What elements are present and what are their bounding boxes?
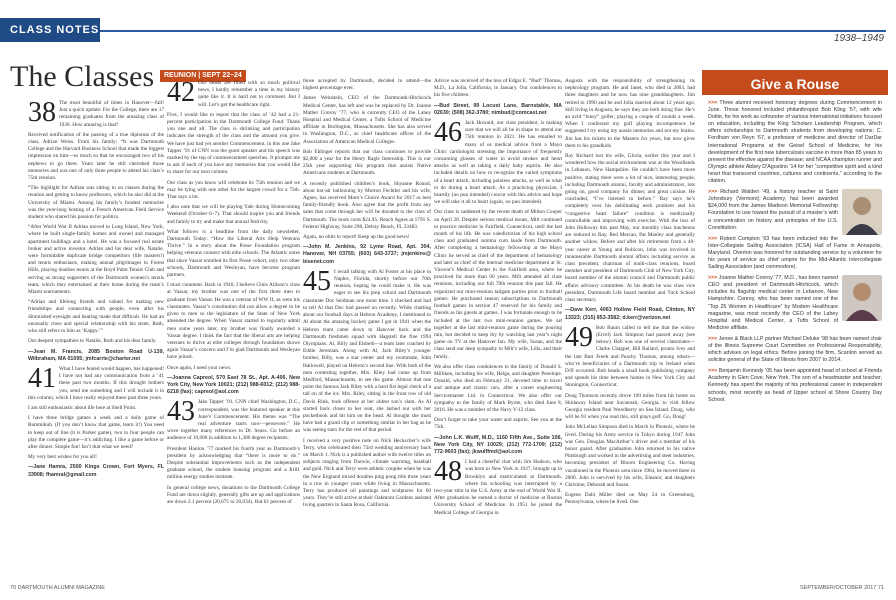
paragraph: “After World War II Adrian moved to Long Island, New York, where he built single-family homes and owned and managed apartment buildings and a hotel. He was a focused real estate broker and active investor. Adrian and his dear wife, Natalie, were formidable duplicate bridge competitors (life masters!) and tennis enthusiasts, making annual pilgrimages to Forest Hills, playing doubles tennis at the Boyd Palm Tennis Club and serving as strong supporters of the Dartmouth women’s tennis team, which they entertained at their home during the team’s Miami tournaments. <box>28 224 164 296</box>
paragraph: “Adrian and lifelong friends and valued for making new friendships and connecting with people, even after his diminished eyesight and hearing made that difficult. He had an unusually close and special relationship with his sister, Ruth, who still refers to him as ‘Kappy.’” <box>28 299 164 335</box>
class-year-49: 49 <box>565 321 593 353</box>
footer-left: 70 DARTMOUTH ALUMNI MAGAZINE <box>10 585 105 591</box>
sidebar-title: Give a Rouse <box>702 73 888 95</box>
paragraph: A recently published children’s book, Shyanne Round, about hot-air ballooning by Morton Fechtler and his wife, Agnes, has received Mom’s Choice Award for 2017 as best family-friendly book. Also agree that the profit from any sales that come through her will be donated to the class of Dartmouth. The book costs $24.95. Reach Agnes at 1791 S. Federal Highway, Suite 298, Delray Beach, FL 33483. <box>303 180 431 230</box>
signature: —Dave Kerr, 4063 Hollow Field Road, Clinton, NY 13323; (315) 853-3582; d.kerr@verizon.net <box>565 307 695 321</box>
sidebar-item: >>> Three alumni received honorary degrees during Commencement in June. Those honored included philanthropist Bob Kling ’57, with wife Dottie, for his work as cofounder of various international initiatives focused on education, including the King Scholars Leadership Program, which offers scholarships to Dartmouth students from developing nations; C. Fordham von Reyn ’67, a professor of medicine and director of DarDar International Programs at the Geisel School of Medicine, for his development of the first new tuberculosis vaccine in more than 85 years to prevent the effective against the disease; and NCAA champion runner and Olympic athlete Abbey D’Agostino ’14 for her “competitive spirit and a kind heart that transcend countries, cultures and continents,” according to the citation. <box>708 100 883 185</box>
class-note-43: 43 Jake Tapper ’91, CNN chief Washington, D.C., correspondent, was the featured speaker at this June’s Commencement. His theme was “The real adventure starts now—persevere.” He wove together many references to Dr. Seuss. Go before an audience of 10,000 in addition to 1,300 degree recipients. <box>167 396 300 442</box>
class-year-46: 46 <box>434 117 462 149</box>
bullet-arrows-icon: >>> <box>708 189 718 196</box>
paragraph: Ray Richard lost his wife, Gloria, earlier this year and I wondered how the social environment was at the Woodlands in Lebanon, New Hampshire. He couldn’t have been more positive, stating there were a lot of nice, interesting people, including Dartmouth alumni, faculty and administrators, lots going on, good company for dinner, and great cuisine. He concluded, “I’ve listened to before.” Ray says he’s completely over his debilitating neck problem and his “congestive heart failure” condition is medicinally controllable and improving with exercise. With the loss of John Holloway this past May, our monthly class luncheons are reduced to Ray, Red Mercan, Pat Manley and generally another widow. Before and after his retirement from a 40-year career at Young and Rubicon, John was involved in innumerable Dartmouth alumni affairs including service as class president, chairman of multi-class reunions, board member and president of Dartmouth Club of New York City, board member of the alumni council and Dartmouth public affairs advisory committee. At his death he was class vice president, Dartmouth Life board member and Tuck School class secretary. <box>565 153 695 304</box>
sidebar-item: >>> Jenee & Black LLP partner Michael Deluke ’98 has been named chair of the Illinois Supreme Court Committee on Professional Responsibility, which advises on legal ethics. Before joining the firm, Scanlon served as solicitor general of the State of Illinois from 2007 to 2014. <box>708 335 882 364</box>
portrait-photo-icon <box>842 189 882 235</box>
paragraph: I must comment. Back in 1940, I believe Ginis Allison’s class at Vassar, my brother was one of the first three men to graduate from Vassar. He was a veteran of WW II, as were his classmates. Vassar’s constitution did not allow a degree to be given to men so the legislature of the State of New York amended the degree. When Vassar started to regularly admit men some years later, my brother was finally awarded a Vassar degree. I think the fact that the liberal arts are helping veterans to thrive at elite colleges through foundation shows again Vassar’s concern and I’m glad Dartmouth and Wesleyan have joined. <box>167 282 300 361</box>
signature: —Jane Hamra, 2500 Kings Crown, Fort Myers, FL 33908; fhamral@gmail.com <box>28 464 164 478</box>
signature: —John M. Jenkins, 92 Lyme Road, Apt. 304, Hanover, NH 03755; (603) 643-3737; jmjenkins@ bisenet.com <box>303 244 431 265</box>
class-note-42: 42 Our heads are filled with so much political news, I hardly remember a time in my history quite like it. It is hard not to comment. But I will. Let’s get the healthcare right. <box>167 80 300 108</box>
paragraph: In general college news, donations to the Dartmouth College Fund are down slightly, generally gifts are up and applications are down 2.1 percent (20,675 to 20,034). But 61 percent of <box>167 484 300 505</box>
paragraph: Don’t forget to take your water and aspirin. See you at the 75th. <box>434 417 562 431</box>
column-3 <box>303 78 431 582</box>
paragraph: What follows is a headline from the daily newsletter, Dartmouth Today: “How the Liberal Arts Help Veterans Thrive.” In a story about the Posse Foundation program helping veterans connect with elite schools. The Atlantic notes that since Vassar enrolled its first Posse cohort, only two other schools, Dartmouth and Wesleyan, have become program partners. <box>167 228 300 279</box>
paragraph: Bob Ehlinger reports that our class continues to provide $2,000 a year for the Henry Ragle Internship. This is our 25th year supporting this program that assists Native Americans students at Dartmouth. <box>303 148 431 177</box>
bullet-arrows-icon: >>> <box>708 335 718 342</box>
sidebar-item: >>> Benjamin Kennedy ’05 has been appointed head of school at Friends Academy in Glen Cove, New York. The son of a headmaster and teacher, Kennedy has spent the majority of his professional career in independent schools, most recently as head of Upper school at Shore Country Day School. <box>708 368 882 403</box>
signature: —John L.K. Wulff, M.D., 1160 Fifth Ave., Suite 106, New York City, NY 10029; (212) 772-1709; (212) 772-9603 (fax); jkwulffmd@aol.com <box>434 434 562 455</box>
paragraph: Again, no obits to report! Keep up the good news! <box>303 234 410 241</box>
paragraph: My very best wishes for you all! <box>28 454 97 461</box>
header-rule <box>100 30 886 32</box>
column-5 <box>565 78 695 582</box>
paragraph: “The highlight for Adrian was sitting in on classes during the reunion and getting to know professors, which he also did at the University of Miami. Among his family’s fondest memories was the year-long hosting of a French American Field Service student who shared his passion for politics. <box>28 185 164 221</box>
give-a-rouse-sidebar <box>702 70 888 585</box>
signature: —Bud Street, 99 Locust Lane, Barnstable, MA 02630; (508) 362-3780; nimbud@comcast.net <box>434 102 562 116</box>
sidebar-item: >>> Joanne Mather Conroy ’77, M.D., has been named CEO and president of Dartmouth-Hitchcock, which includes its flagship medical center in Lebanon, New Hampshire. Conroy, who has been named one of the “Top 25 Women in Healthcare” by Modern Healthcare magazine, was most recently the CEO of the Lahey Hospital and Medical Center, a Tufts School of Medicine affiliate. <box>708 275 882 332</box>
class-year-41: 41 <box>28 362 56 394</box>
column-4 <box>434 78 562 582</box>
paragraph: Received notification of the passing of a true diplomat of the class, Adrian Weiss. From his family: “It was Dartmouth College and the Harvard Business School that made the biggest impression on him—so much so that he encouraged two of his nephews to go there. Years later he still cherished those memories and was one of only three people to attend his class’s 75th reunion. <box>28 131 164 182</box>
class-year-42: 42 <box>167 80 195 108</box>
sidebar-body <box>702 95 888 404</box>
paragraph: John McLellan Simpson died in March in Phoenix, where he lived. During his Army service in Tokyo during 1947 John was Gen. Douglas MacArthur’s driver and a member of his honor guard. After graduation John returned to his native Pittsburgh and worked in the advertising and steel industries, becoming president of Bloom Engineering Co. Having vacationed in the Phoenix area since 1964, he moved there in 2000. John is survived by his wife, Eleanor, and daughters Christine, Deborah and Susan. <box>565 424 695 488</box>
class-note-49: 49 Bob Baum called to tell me that the widow (Ercel) Jack Simpson had passed away (see below). Bob was one of several classmates—Clarke Chappel, Bill Ballard, pronto Ivey and the late Burt Freeh and Peachy Thomas, among others—who’re beneficiaries of a Dartmouth trip to Ireland when D/II occurred. Bob heads a small book publishing company and spends his time between homes in New York City and Stonington, Connecticut. <box>565 321 695 389</box>
sidebar-item: >>> Richard Walden ’49, a history teacher at Saint Johnsbury (Vermont) Academy, has been awarded $24,000 from the James Madison Memorial Fellowship Foundation to use toward the pursuit of a master’s with a concentration on history and principles of the U.S. Constitution. <box>708 189 882 232</box>
signature: —Joanna Capreol, 570 East 78 St., Apt. A-406, New York City, New York 10021; (212) 988-6012; (212) 988-6218 (fax); capreol@aol.com <box>167 374 300 396</box>
bullet-arrows-icon: >>> <box>708 235 718 242</box>
class-note-45: 45 I recall talking with Al Foster at his place in Naples, Florida, shortly before our 70th reunion, hoping he could make it. He was eager to see his prep school and Dartmouth classmate Doc Seidman one more time. I checked and had to tell Al that Doc had passed on recently. While chatting about our football days at Hebron Academy, I mentioned to Al about the amazing hockey game I got in 1941 when the Hebron team came down to Hanover back and the Dartmouth freshmen squad with Hagstell the fine 1994 Olympians. Al, Billy and Elsbeth—a team later coached by Eddie Jeremiah. Along with Al, Jack Riley’s younger brother, Billy, was a star center and my roommate, John Hallowell, played on Hebron’s second line. With both of the men contesting together, Mrs. Riley had come up from Medford, Massachusetts, to see the game. Almost that one point the famous Jack Riley with a hard fist legal check of a tall on of the ice. Mrs. Riley, sitting in the front row of old Davis Rink, took offense at her oldest son’s slam. As Al started back closer to her seat, she lashed out with her pocketbook and hit him on the head. Al thought she must have had a grand clip or something similar in her bag as he was seeing stars for the rest of that period. <box>303 265 431 434</box>
portrait-photo-icon <box>842 275 882 321</box>
class-years: 1938–1949 <box>833 33 884 44</box>
paragraph: President Hanlon ’77 marked his fourth year as Dartmouth’s president by acknowledging that “there is more to do.” Despite substantial improvements such as the independent graduate school, the student housing program and a $181 million energy studies institute. <box>167 445 300 481</box>
class-year-48: 48 <box>434 456 462 488</box>
bullet-arrows-icon: >>> <box>708 275 718 282</box>
class-year-45: 45 <box>303 265 331 297</box>
section-tab: CLASS NOTES <box>0 18 100 42</box>
paragraph: Our deepest sympathies to Natalie, Ruth and his dear family. <box>28 338 157 345</box>
paragraph: those accepted by Dartmouth, decided to attend—the highest percentage ever. <box>303 78 431 92</box>
paragraph: Our class as you know will celebrate its 75th reunion and we may be tying with one other for the largest crowd for a 75th. That says a lot. <box>167 179 300 201</box>
paragraph: James Weinstein, CEO of the Dartmouth-Hitchcock Medical Center, has left and was be replaced by Dr. Joanne Mather Conroy ’77, who is currently CEO of the Lahey Hospital and Medical Center, a Tufts School of Medicine affiliate in Burlington, Massachusetts. She has also served in Washington, D.C., as chief healthcare officer of the Association of American Medical Colleges. <box>303 95 431 145</box>
paragraph: Our class is saddened by the recent death of Milton Cooper on April 28. Despite serious medical issues, Milt continued to practice medicine in Fairfield, Connecticut, until the last month of his life. He was valedictorian of his high school class and graduated summa cum laude from Dartmouth. After completing a hematology fellowship at the Mayo Clinic he served as chief of the department of hematology and later as chief of the internal medicine department at St. Vincent’s Medical Center in the Fairfield area, where he practiced for more than 60 years. Milt attended all class reunions, including our full 70th reunion this past fall. He organized our mini-reunion tailgate parties prior to football games. He purchased season subscriptions to Dartmouth football games in section 47 reserved for his family and friends as his guests at games. I was fortunate enough to be included at the last two mini-reunion games. We sat together at the last mini-reunion game during the pouring rain, but decided to keep dry by watching last year’s night game on TV at the Hanover Inn. My wife, Susan, and the class send our deep sympathy to Milt’s wife, Lilla, and their family. <box>434 209 562 360</box>
class-note-38: 38 The most beautiful of times in Hanover—fall! Just a quick update: For the College, there are 17 remaining graduates from the amazing class of 1938. How amazing is that? <box>28 100 164 128</box>
paragraph: I am still enthusiastic about life here at Shell Point. <box>28 404 137 411</box>
paragraph: We also offer class condolences to the family of Donald S. Milliken, including his wife, Helga, and daughter Penelope. Donald, who died on February 21, devoted time to travel and antique and classic cars, after a career engineering Servicemaster Ltd. in Connecticut. We also offer our sympathy to the family of Mark Byrne, who died June 8, 2016. He was a member of the Navy V-12 class. <box>434 363 562 413</box>
reunion-badge: REUNION | SEPT 22–24 <box>160 70 246 82</box>
paragraph: Eugene Dahl Miller died on May 24 in Greensburg, Pennsylvania, where he lived. One <box>565 492 695 506</box>
footer-right: SEPTEMBER/OCTOBER 2017 71 <box>800 585 884 591</box>
paragraph: I also note that we will be playing Yale during Homecoming Weekend (October 6–7). That should inspire you and friends and family to try and make that annual festivity. <box>167 204 300 225</box>
sidebar-item: >>> Robert Compton ’63 has been inducted into the Inter-Collegiate Sailing Association (ICSA) Hall of Fame in Annapolis, Maryland. Overton was honored for outstanding service by a volunteer for his years of service as chief umpire for the Mid-Atlantic Intercollegiate Sailing Association (and commodore). <box>708 235 882 271</box>
paragraph: I have three bridge games a week and a daily game of Rummikub. (If you don’t know that game, learn it!) You need to keep out of line (it is Parker game), two to four people can play the complete game—it’s addicting. I like a game before or after dinner. Simple fun! Isn’t that what we need? <box>28 415 164 450</box>
column-2 <box>167 80 300 582</box>
bullet-arrows-icon: >>> <box>708 100 718 106</box>
column-1 <box>28 100 164 582</box>
paragraph: Advice was received of the loss of Edgar E. “Bud” Thomas, M.D., La Jolla, California, in January. Our condolences to his five children. <box>434 78 562 99</box>
class-year-38: 38 <box>28 100 56 128</box>
paragraph: I received a very positive note on Nick Heckscher’s wife Terry, who celebrated their 73rd wedding anniversary back on March 1. Nick is a published author with twelve titles on subjects ranging from Darwin, climate warming, baseball and gold. Nick and Terry were athletic couples when he was the New England mixed doubles ping pong title three years in a row in younger years while living in Massachusetts. Terry has produced oil paintings and sculptures for 60 years. They’re still active at their Oakmont Gardens assisted living quarters in Santa Rosa, California. <box>303 437 431 509</box>
bullet-arrows-icon: >>> <box>708 368 718 375</box>
paragraph: First, I would like to report that the class of ’42 had a 21-percent participation in the Dartmouth College Fund. Thank you one and all. The class is shrinking and participation indicates the strength of the class and the amount you give. We have just had yet another Commencement, in this one Jake Tapper ’91 of CNN was the guest speaker and his speech was marked by the top of commencement speeches. It prompts me to ask if each of you have any memories that you would like to share for our next column. <box>167 111 300 176</box>
page-header <box>0 0 896 50</box>
class-note-41: 41 What I have feared would happen, has happened! I have not had any communication from a ’41 these past two months. If this drought bothers you, send me something and I will include it in this column, which I have really enjoyed these past three years. <box>28 362 164 401</box>
paragraph: Doug Thomson recently drove 100 miles from his home on Skidaway Island near Savannah, Georgia, to visit fellow Georgia resident Paul Woodberry on Sea Island. Doug, who will be 93 when you read this, still plays golf. Go, Doug! <box>565 392 695 421</box>
page-title: The Classes <box>10 60 155 93</box>
signature: —Jean M. Francis, 2085 Boston Road U-139, Wilbraham, MA 01095; jmfcarrie@charter.net <box>28 348 164 362</box>
class-year-43: 43 <box>167 396 195 428</box>
paragraph: Once again, I need your news. <box>167 364 232 371</box>
paragraph: Augusta with the responsibility of strengthening its nephrology program. He and Janet, who died in 2003, had three daughters and he now has nine granddaughters. Jim retired in 1990 and he and Julia married about 12 years ago. Still living in Augusta, he says they are both doing fine. He’s an avid “lousy” golfer, playing a couple of rounds a week. When I confessed my golf playing incompetence he suggested I try using my aussie memories and not my brains. Jim has his tickets to the Masters for years, but now gives them to his grandkids. <box>565 78 695 149</box>
class-note-46: 46 Jack Howard, our class president, is making sure that we will all be in shape to attend our 75th reunion in 2021. He has emailed to many of us medical advice from a Mayo Clinic cardiologist stressing the importance of frequently consuming glasses of water to avoid strokes and heart attacks as well as taking a daily baby aspirin. He also included details on how to recognize the varied symptoms of a heart attack, including painless attacks, as well as what to do during a heart attack. As a practicing physician, I heartily (no pun intended) concur with this advice and hope we will take it all to heart (again, no pun intended). <box>434 117 562 206</box>
class-note-48: 48 I had a cheerful chat with Jim Hudson, who was born in New York in 1927, brought up in Brooklyn and matriculated at Dartmouth, where his schooling was interrupted by a two-year stint in the U.S. Army at the end of World War II. After graduation he earned a doctor of medicine at Boston University School of Medicine. In 1951 he joined the Medical College of Georgia in <box>434 456 562 516</box>
